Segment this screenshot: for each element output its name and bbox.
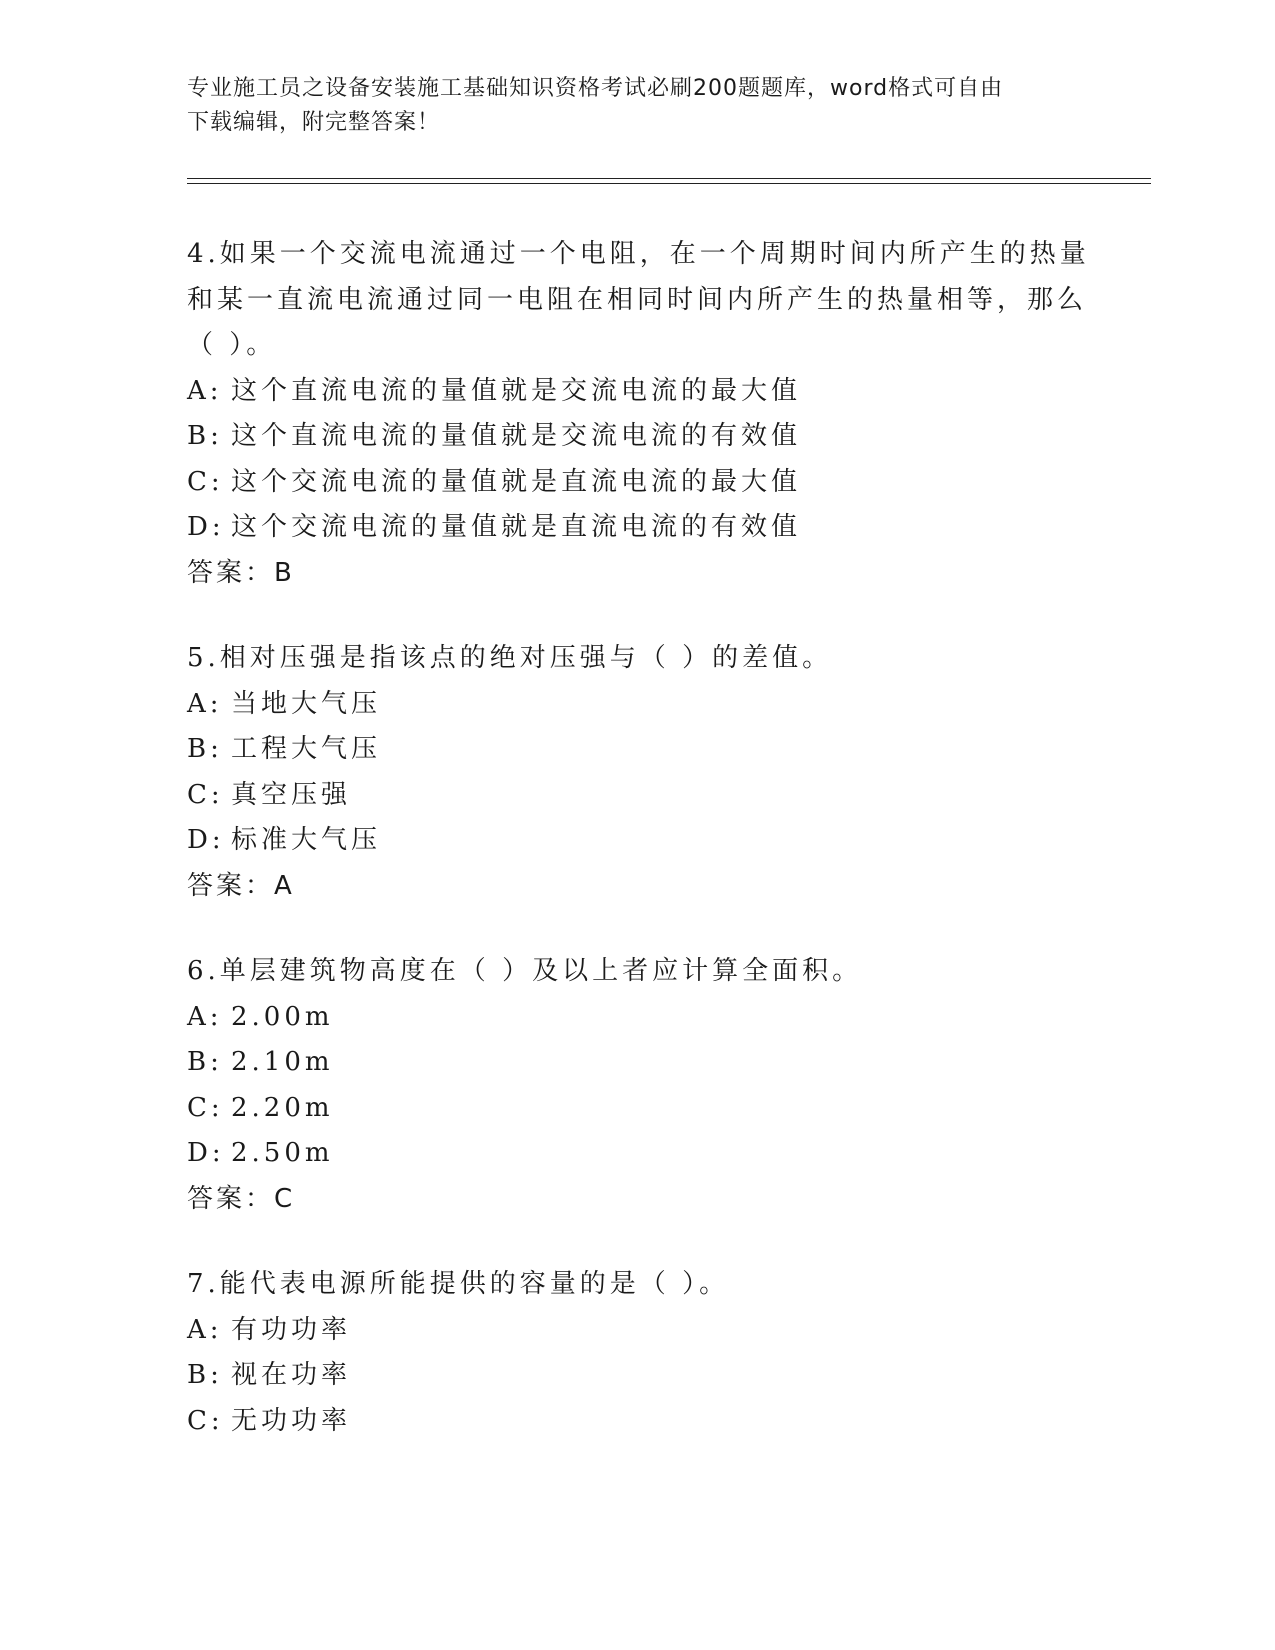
- option-letter: D:: [187, 825, 225, 855]
- option-text: 工程大气压: [231, 734, 382, 764]
- option-text: 2.10m: [231, 1047, 334, 1077]
- answer-option: [187, 505, 1087, 551]
- answer-option: [187, 682, 1087, 728]
- option-letter: D:: [187, 1138, 225, 1168]
- question-text: 7.能代表电源所能提供的容量的是（ ）。: [187, 1269, 730, 1299]
- answer-option: [187, 773, 1087, 819]
- answer-option: [187, 995, 1087, 1041]
- option-letter: B:: [187, 1047, 223, 1077]
- option-letter: B:: [187, 734, 223, 764]
- option-letter: A:: [187, 688, 223, 719]
- answer-option: [187, 1308, 1087, 1354]
- option-text: 当地大气压: [231, 688, 382, 719]
- answer-option: [187, 460, 1087, 506]
- question-block: [187, 949, 1087, 1222]
- answer-option: [187, 1131, 1087, 1177]
- answer-option: [187, 1040, 1087, 1086]
- option-text: 这个交流电流的量值就是直流电流的有效值: [231, 512, 802, 542]
- question-text: 和某一直流电流通过同一电阻在相同时间内所产生的热量相等，那么: [187, 284, 1088, 315]
- document-header: [187, 72, 1067, 140]
- option-text: 2.50m: [231, 1138, 334, 1168]
- option-text: 有功功率: [231, 1314, 352, 1345]
- answer-option: [187, 1353, 1087, 1399]
- option-letter: D:: [187, 512, 225, 542]
- option-letter: A:: [187, 375, 223, 406]
- header-divider-top: [187, 178, 1151, 179]
- option-letter: A:: [187, 1314, 223, 1345]
- option-letter: C:: [187, 779, 224, 810]
- option-text: 标准大气压: [231, 825, 382, 855]
- option-text: 视在功率: [231, 1360, 352, 1390]
- header-line-1: 专业施工员之设备安装施工基础知识资格考试必刷200题题库，word格式可自由: [187, 76, 1004, 101]
- option-text: 这个直流电流的量值就是交流电流的有效值: [231, 421, 802, 451]
- option-text: 这个交流电流的量值就是直流电流的最大值: [231, 466, 802, 497]
- answer-option: [187, 1086, 1087, 1132]
- option-letter: C:: [187, 1092, 224, 1123]
- header-line-2: 下载编辑，附完整答案！: [187, 110, 441, 135]
- question-text: （ ）。: [187, 330, 277, 360]
- option-letter: A:: [187, 1001, 223, 1032]
- option-letter: B:: [187, 1360, 223, 1390]
- answer-option: [187, 1399, 1087, 1445]
- question-text: 4.如果一个交流电流通过一个电阻，在一个周期时间内所产生的热量: [187, 239, 1090, 269]
- question-list: [187, 232, 1090, 1484]
- question-text: 5.相对压强是指该点的绝对压强与（ ）的差值。: [187, 643, 833, 673]
- question-block: [187, 1262, 1087, 1444]
- answer-key: 答案：C: [187, 1183, 296, 1214]
- question-text: 6.单层建筑物高度在（ ）及以上者应计算全面积。: [187, 956, 863, 986]
- option-text: 真空压强: [231, 779, 352, 810]
- answer-key: 答案：B: [187, 557, 295, 588]
- option-text: 2.20m: [231, 1092, 334, 1123]
- answer-option: [187, 818, 1087, 864]
- answer-option: [187, 727, 1087, 773]
- option-letter: B:: [187, 421, 223, 451]
- question-block: [187, 232, 1090, 596]
- question-block: [187, 636, 1087, 909]
- header-divider-bottom: [187, 183, 1151, 184]
- option-letter: C:: [187, 466, 224, 497]
- option-text: 这个直流电流的量值就是交流电流的最大值: [231, 375, 802, 406]
- option-text: 无功功率: [231, 1405, 352, 1436]
- answer-option: [187, 414, 1087, 460]
- answer-key: 答案：A: [187, 870, 295, 901]
- option-text: 2.00m: [231, 1001, 334, 1032]
- answer-option: [187, 369, 1087, 415]
- option-letter: C:: [187, 1405, 224, 1436]
